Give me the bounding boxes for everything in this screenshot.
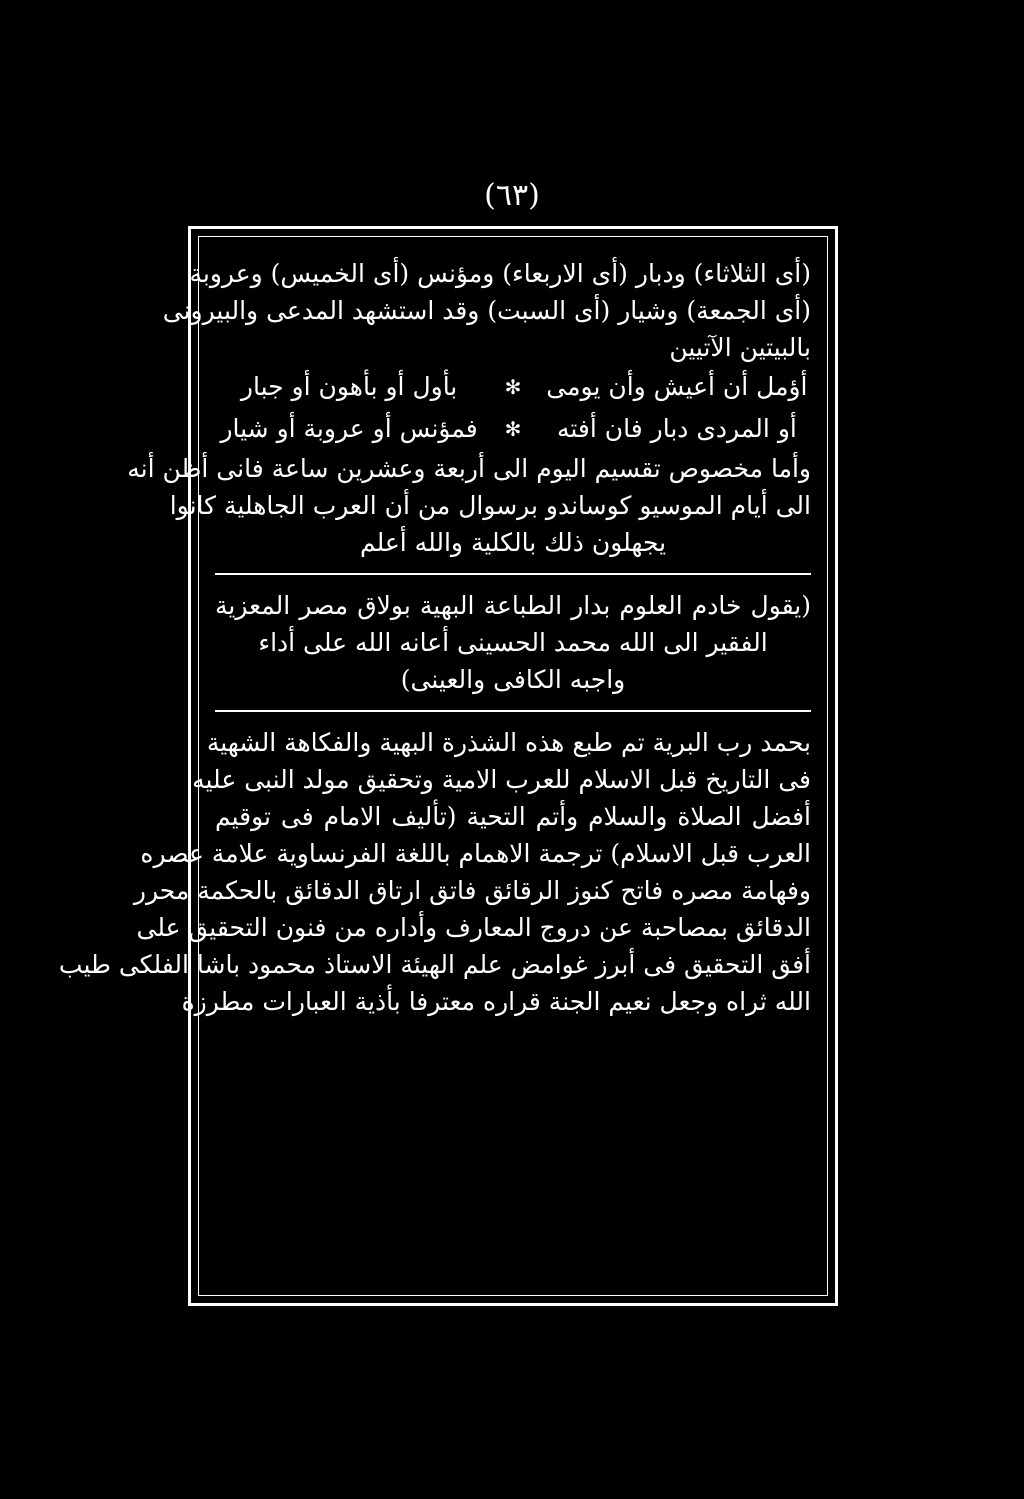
- page-number: (٦٣): [484, 178, 540, 213]
- section-corrector-note: [215, 587, 811, 698]
- verse-row: [215, 366, 811, 408]
- text-line: الفقير الى الله محمد الحسينى أعانه الله على أداء: [258, 628, 768, 657]
- text-line: أفضل الصلاة والسلام وأتم التحية (تأليف الامام فى توقيم: [215, 802, 811, 831]
- text-line: وفهامة مصره فاتح كنوز الرقائق فاتق ارتاق الدقائق بالحكمة محرر: [133, 876, 811, 905]
- divider: [215, 573, 811, 575]
- verse-first-hemistich: أو المردى دبار فان أفته: [556, 414, 797, 443]
- verse-row: [215, 408, 811, 450]
- text-line: (أى الثلاثاء) ودبار (أى الاربعاء) ومؤنس (أى الخميس) وعروبة: [189, 259, 811, 288]
- verse-first-hemistich: أؤمل أن أعيش وأن يومى: [546, 372, 808, 401]
- text-line: (يقول خادم العلوم بدار الطباعة البهية بولاق مصر المعزية: [215, 591, 811, 620]
- text-line: وأما مخصوص تقسيم اليوم الى أربعة وعشرين ساعة فانى أظن أنه: [127, 454, 811, 483]
- text-line: الدقائق بمصاحبة عن دروج المعارف وأداره من فنون التحقيق على: [136, 913, 811, 942]
- text-line: واجبه الكافى والعينى): [400, 665, 626, 694]
- verse-second-hemistich: فمؤنس أو عروبة أو شيار: [220, 414, 478, 443]
- section-weekdays: [127, 255, 811, 561]
- text-line: الله ثراه وجعل نعيم الجنة قراره معترفا بأذية العبارات مطرزة: [181, 987, 811, 1016]
- text-line: العرب قبل الاسلام) ترجمة الاهمام باللغة الفرنساوية علامة عصره: [140, 839, 811, 868]
- text-line: بحمد رب البرية تم طبع هذه الشذرة البهية والفكاهة الشهية: [206, 728, 811, 757]
- text-line: أفق التحقيق فى أبرز غوامض علم الهيئة الاستاذ محمود باشا الفلكى طيب: [58, 950, 811, 979]
- section-colophon: [58, 724, 811, 1020]
- verse-second-hemistich: بأول أو بأهون أو جبار: [240, 372, 458, 401]
- text-line: (أى الجمعة) وشيار (أى السبت) وقد استشهد المدعى والبيرونى: [162, 296, 811, 325]
- verse-separator-icon: ✻: [504, 375, 522, 399]
- text-block: [58, 236, 828, 1296]
- text-line: الى أيام الموسيو كوساندو برسوال من أن العرب الجاهلية كانوا: [169, 491, 811, 520]
- text-line: فى التاريخ قبل الاسلام للعرب الامية وتحقيق مولد النبى عليه: [192, 765, 811, 794]
- divider: [215, 710, 811, 712]
- text-line: يجهلون ذلك بالكلية والله أعلم: [359, 528, 667, 557]
- verse-separator-icon: ✻: [504, 417, 522, 441]
- text-line: بالبيتين الآتيين: [669, 333, 811, 362]
- page-frame: [58, 226, 838, 1306]
